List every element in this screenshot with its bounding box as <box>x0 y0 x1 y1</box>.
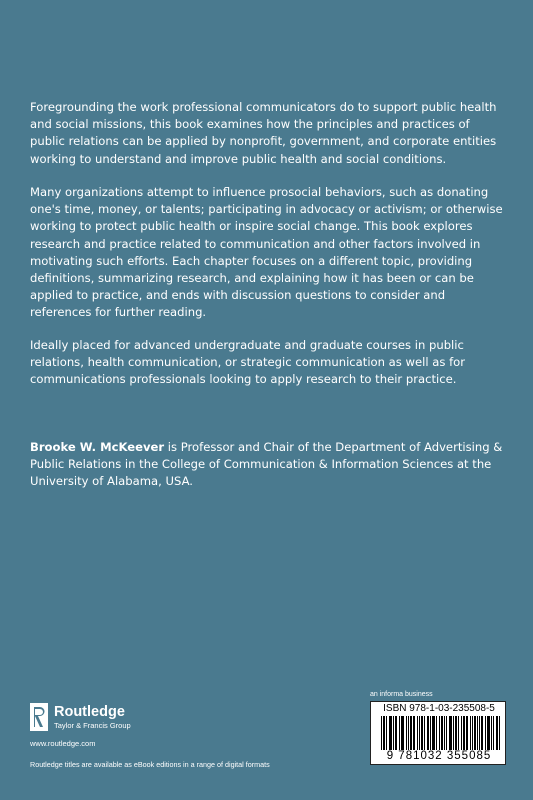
barcode <box>370 701 506 765</box>
description-paragraph-1: Foregrounding the work professional communicators do to support public health and social missions, this book examines how the principles and practices of public relations can be applied by nonprofit, government, and corporate entities working to understand and improve public health and social conditions. <box>30 100 497 166</box>
publisher-group: Taylor & Francis Group <box>54 721 131 730</box>
author-bio-text: is Professor and Chair of the Department of Advertising & Public Relations in the College of Communication & Information Sciences at the University of Alabama, USA. <box>30 440 503 489</box>
publisher-url: www.routledge.com <box>30 739 96 748</box>
description-paragraph-2: Many organizations attempt to influence prosocial behaviors, such as donating one's time, money, or talents; participating in advocacy or activism; or otherwise working to protect public health or inspire social change. This book explores research and practice related to communication and other factors involved in motivating such efforts. Each chapter focuses on a different topic, providing definitions, summarizing research, and explaining how it has been or can be applied to practice, and ends with discussion questions to consider and references for further reading. <box>30 185 503 320</box>
barcode-digits: 9 781032 355085 <box>386 750 492 762</box>
publisher-name: Routledge <box>54 704 125 720</box>
author-bio <box>30 439 508 491</box>
description-paragraph-3: Ideally placed for advanced undergraduate and graduate courses in public relations, health communication, or strategic communication as well as for communications professionals looking to apply research to their practice. <box>30 338 466 387</box>
isbn-label: ISBN 978-1-03-235508-5 <box>383 703 495 714</box>
author-name: Brooke W. McKeever <box>30 440 165 454</box>
informa-label: an informa business <box>370 691 433 698</box>
routledge-logo-icon <box>30 703 48 731</box>
barcode-bars-icon <box>381 716 501 750</box>
ebook-note: Routledge titles are available as eBook editions in a range of digital formats <box>30 760 270 769</box>
